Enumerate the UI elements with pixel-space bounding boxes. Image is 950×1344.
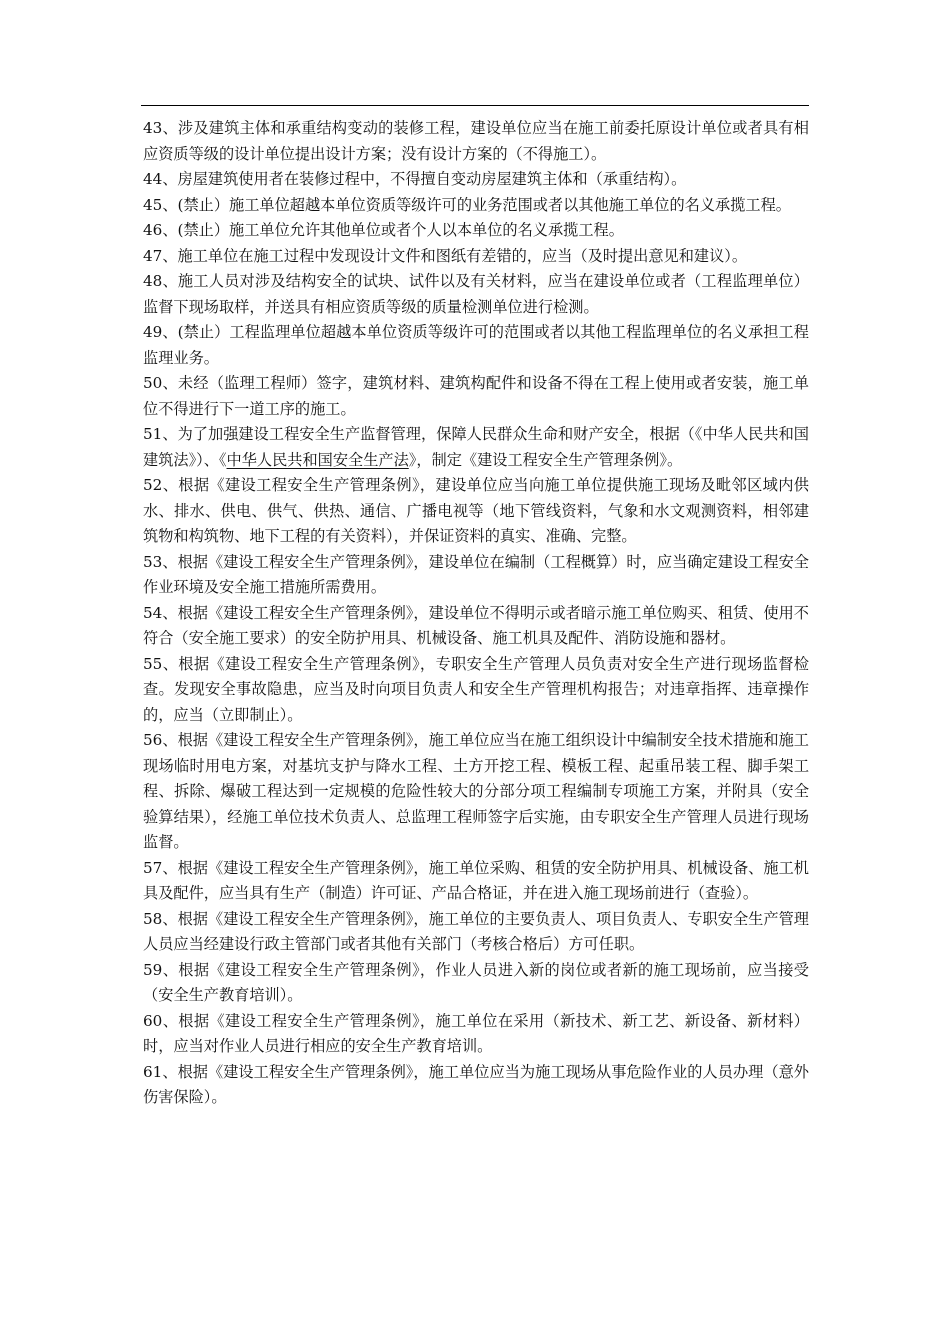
item-49: 49、(禁止）工程监理单位超越本单位资质等级许可的范围或者以其他工程监理单位的名义承担工程监理业务。 (143, 323, 809, 367)
item-44: 44、房屋建筑使用者在装修过程中，不得擅自变动房屋建筑主体和（承重结构）。 (143, 170, 687, 188)
item-52: 52、根据《建设工程安全生产管理条例》，建设单位应当向施工单位提供施工现场及毗邻区域内供水、排水、供电、供气、供热、通信、广播电视等（地下管线资料，气象和水文观测资料，相邻建筑物和构筑物、地下工程的有关资料），并保证资料的真实、准确、完整。 (143, 476, 809, 545)
item-53: 53、根据《建设工程安全生产管理条例》，建设单位在编制（工程概算）时，应当确定建设工程安全作业环境及安全施工措施所需费用。 (143, 552, 809, 596)
header-rule (141, 105, 809, 106)
document-body (143, 116, 809, 1111)
item-56: 56、根据《建设工程安全生产管理条例》，施工单位应当在施工组织设计中编制安全技术措施和施工现场临时用电方案，对基坑支护与降水工程、土方开挖工程、模板工程、起重吊装工程、脚手架工程、拆除、爆破工程达到一定规模的危险性较大的分部分项工程编制专项施工方案，并附具（安全验算结果），经施工单位技术负责人、总监理工程师签字后实施，由专职安全生产管理人员进行现场监督。 (143, 731, 809, 851)
item-48: 48、施工人员对涉及结构安全的试块、试件以及有关材料，应当在建设单位或者（工程监理单位）监督下现场取样，并送具有相应资质等级的质量检测单位进行检测。 (143, 272, 809, 316)
item-61: 61、根据《建设工程安全生产管理条例》，施工单位应当为施工现场从事危险作业的人员办理（意外伤害保险）。 (143, 1062, 809, 1106)
item-58: 58、根据《建设工程安全生产管理条例》，施工单位的主要负责人、项目负责人、专职安全生产管理人员应当经建设行政主管部门或者其他有关部门（考核合格后）方可任职。 (143, 909, 809, 953)
item-54: 54、根据《建设工程安全生产管理条例》，建设单位不得明示或者暗示施工单位购买、租赁、使用不符合（安全施工要求）的安全防护用具、机械设备、施工机具及配件、消防设施和器材。 (143, 603, 809, 647)
item-51-text-after: 》，制定《建设工程安全生产管理条例》。 (408, 450, 683, 469)
item-51-underlined-law: 中华人民共和国安全生产法 (226, 450, 409, 469)
item-59: 59、根据《建设工程安全生产管理条例》，作业人员进入新的岗位或者新的施工现场前，应当接受（安全生产教育培训）。 (143, 960, 809, 1004)
item-45: 45、(禁止）施工单位超越本单位资质等级许可的业务范围或者以其他施工单位的名义承揽工程。 (143, 195, 791, 214)
item-50: 50、未经（监理工程师）签字，建筑材料、建筑构配件和设备不得在工程上使用或者安装，施工单位不得进行下一道工序的施工。 (143, 374, 809, 418)
item-51 (143, 422, 809, 473)
item-46: 46、(禁止）施工单位允许其他单位或者个人以本单位的名义承揽工程。 (143, 221, 624, 239)
item-43: 43、涉及建筑主体和承重结构变动的装修工程，建设单位应当在施工前委托原设计单位或者具有相应资质等级的设计单位提出设计方案；没有设计方案的（不得施工）。 (143, 119, 809, 163)
item-60: 60、根据《建设工程安全生产管理条例》，施工单位在采用（新技术、新工艺、新设备、新材料）时，应当对作业人员进行相应的安全生产教育培训。 (143, 1011, 809, 1055)
item-55: 55、根据《建设工程安全生产管理条例》，专职安全生产管理人员负责对安全生产进行现场监督检查。发现安全事故隐患，应当及时向项目负责人和安全生产管理机构报告；对违章指挥、违章操作的，应当（立即制止）。 (143, 654, 809, 724)
item-51-text-before: 51、为了加强建设工程安全生产监督管理，保障人民群众生命和财产安全，根据（《中华人民共和国建筑法》）、《 (143, 425, 809, 469)
item-57: 57、根据《建设工程安全生产管理条例》，施工单位采购、租赁的安全防护用具、机械设备、施工机具及配件，应当具有生产（制造）许可证、产品合格证，并在进入施工现场前进行（查验）。 (143, 858, 809, 902)
item-47: 47、施工单位在施工过程中发现设计文件和图纸有差错的，应当（及时提出意见和建议）。 (143, 246, 748, 265)
